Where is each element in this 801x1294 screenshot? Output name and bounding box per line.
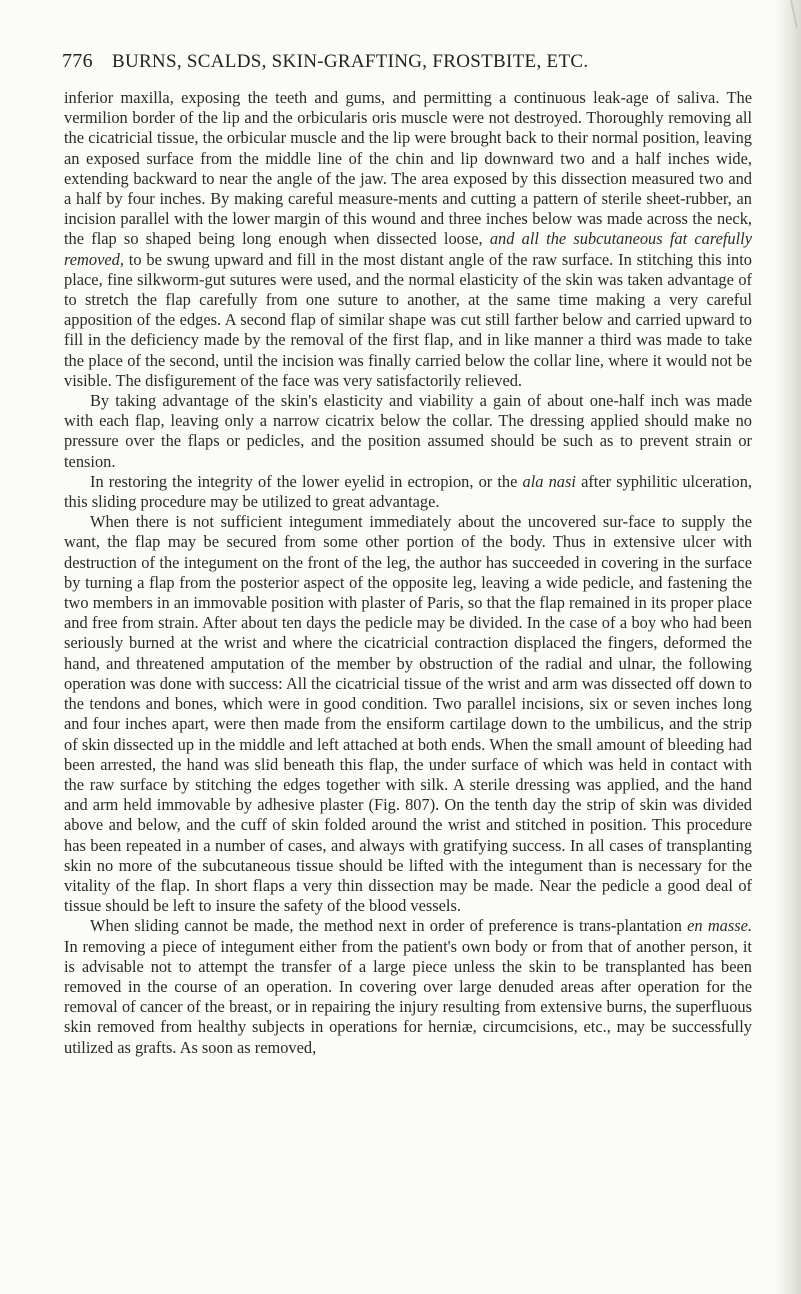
- paragraph-5: [64, 916, 752, 1057]
- italic-phrase: and all the subcutaneous fat carefully removed,: [64, 229, 752, 269]
- paragraph-2: [64, 391, 752, 472]
- italic-phrase: en masse.: [687, 916, 752, 936]
- text-segment: When there is not sufficient integument immediately about the uncovered sur-face to supply the want, the flap may be secured from some other portion of the body. Thus in extensive ulcer with destruction of the integument on the front of the leg, the author has succeeded in covering in the surface by turning a flap from the posterior aspect of the opposite leg, leaving a wide pedicle, and fastening the two members in an immovable position with plaster of Paris, so that the flap remained in its proper place and free from strain. After about ten days the pedicle may be divided. In the case of a boy who had been seriously burned at the wrist and where the cicatricial contraction displaced the fingers, deformed the hand, and threatened amputation of the member by obstruction of the radial and ulnar, the following operation was done with success: All the cicatricial tissue of the wrist and arm was dissected off down to the tendons and bones, which were in good condition. Two parallel incisions, six or seven inches long and four inches apart, were then made from the ensiform cartilage down to the umbilicus, and the strip of skin dissected up in the middle and left attached at both ends. When the small amount of bleeding had been arrested, the hand was slid beneath this flap, the under surface of which was held in contact with the raw surface by stitching the edges together with silk. A sterile dressing was applied, and the hand and arm held immovable by adhesive plaster (Fig. 807). On the tenth day the strip of skin was divided above and below, and the cuff of skin folded around the wrist and stitched in position. This procedure has been repeated in a number of cases, and always with gratifying success. In all cases of transplanting skin no more of the subcutaneous tissue should be lifted with the integument than is necessary for the vitality of the flap. In short flaps a very thin dissection may be made. Near the pedicle a good deal of tissue should be left to insure the safety of the blood vessels.: [64, 512, 752, 916]
- text-segment: In removing a piece of integument either from the patient's own body or from that of another person, it is advisable not to attempt the transfer of a large piece unless the skin to be transplanted has been removed in the course of an operation. In covering over large denuded areas after operation for the removal of cancer of the breast, or in repairing the injury resulting from extensive burns, the superfluous skin removed from healthy subjects in operations for herniæ, circumcisions, etc., may be successfully utilized as grafts. As soon as removed,: [64, 936, 752, 1057]
- page-edge-shadow: [775, 0, 801, 1294]
- text-segment: after syphilitic ulceration, this sliding procedure may be utilized to great advantage.: [64, 471, 752, 512]
- page-number: 776: [62, 50, 93, 72]
- running-header: [62, 50, 752, 73]
- text-segment: In restoring the integrity of the lower eyelid in ectropion, or the: [90, 471, 523, 491]
- paragraph-4: [64, 512, 752, 916]
- italic-phrase: ala nasi: [522, 471, 576, 491]
- text-segment: to be swung upward and fill in the most distant angle of the raw surface. In stitching this into place, fine silkworm-gut sutures were used, and the normal elasticity of the skin was taken advantage of to stretch the flap carefully from one suture to another, at the same time making a very careful apposition of the edges. A second flap of similar shape was cut still farther below and carried upward to fill in the deficiency made by the removal of the first flap, and in like manner a third was made to take the place of the second, until the incision was finally carried below the collar line, where it would not be visible. The disfigurement of the face was very satisfactorily relieved.: [64, 249, 752, 390]
- text-segment: When sliding cannot be made, the method next in order of preference is trans-plantation: [90, 916, 688, 936]
- text-segment: inferior maxilla, exposing the teeth and gums, and permitting a continuous leak-age of saliva. The vermilion border of the lip and the orbicularis oris muscle were not destroyed. Thoroughly removing all the cicatricial tissue, the orbicular muscle and the lip were brought back to their normal position, leaving an exposed surface from the middle line of the chin and lip downward two and a half inches wide, extending backward to near the angle of the jaw. The area exposed by this dissection measured two and a half by four inches. By making careful measure-ments and cutting a pattern of sterile sheet-rubber, an incision parallel with the lower margin of this wound and three inches below was made across the neck, the flap so shaped being long enough when dissected loose,: [64, 88, 752, 249]
- body-text: [64, 88, 752, 1058]
- paragraph-3: [64, 472, 752, 512]
- text-segment: By taking advantage of the skin's elasticity and viability a gain of about one-half inch was made with each flap, leaving only a narrow cicatrix below the collar. The dressing applied should make no pressure over the flaps or pedicles, and the position assumed should be such as to prevent strain or tension.: [64, 391, 752, 471]
- running-title: BURNS, SCALDS, SKIN-GRAFTING, FROSTBITE, ETC.: [111, 51, 589, 72]
- paragraph-1: [64, 88, 752, 391]
